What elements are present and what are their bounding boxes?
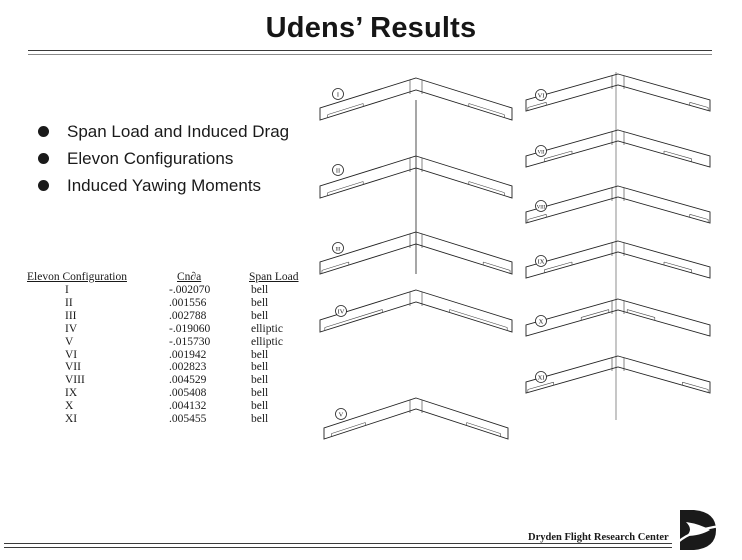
- bullet-text: Elevon Configurations: [67, 148, 234, 168]
- wing-outline: [320, 290, 512, 332]
- cell-cn: .002788: [169, 309, 207, 322]
- cell-cn: .001556: [169, 296, 207, 309]
- wing-outline: [526, 299, 710, 336]
- elevon-segment: [528, 102, 546, 107]
- wing-outline: [526, 130, 710, 167]
- elevon-segment: [328, 104, 364, 115]
- cell-cn: -.015730: [169, 335, 211, 348]
- cell-cn: -.019060: [169, 322, 211, 335]
- cell-cn: .005408: [169, 387, 207, 400]
- cell-config: VIII: [65, 374, 85, 387]
- cell-load: bell: [251, 361, 269, 374]
- cell-config: I: [65, 284, 69, 296]
- config-label-text: VII: [537, 150, 545, 156]
- cell-cn: .005455: [169, 413, 207, 426]
- cell-cn: -.002070: [169, 284, 211, 296]
- cell-config: X: [65, 400, 74, 413]
- wing-planform-8: [526, 186, 710, 223]
- cell-config: IV: [65, 322, 78, 335]
- cell-load: elliptic: [251, 335, 283, 348]
- slide-title: Udens’ Results: [265, 12, 477, 44]
- cell-load: bell: [251, 413, 269, 426]
- cell-load: elliptic: [251, 322, 283, 335]
- config-label-text: X: [538, 318, 544, 326]
- elevon-segment: [469, 182, 505, 193]
- wing-planform-5: [324, 398, 508, 439]
- cell-load: bell: [251, 387, 269, 400]
- wing-planform-11: [526, 356, 710, 393]
- wing-planform-9: [526, 241, 710, 278]
- cell-config: III: [65, 309, 77, 322]
- cell-config: II: [65, 296, 73, 309]
- cell-cn: .001942: [169, 348, 207, 361]
- config-label-text: IV: [337, 308, 345, 316]
- cell-cn: .002823: [169, 361, 207, 374]
- cell-cn: .004529: [169, 374, 207, 387]
- header-span-load: Span Load: [249, 271, 299, 283]
- cell-load: bell: [251, 309, 269, 322]
- cell-config: VII: [65, 361, 81, 374]
- cell-config: VI: [65, 348, 78, 361]
- cell-config: IX: [65, 387, 78, 400]
- header-cn-delta-a: Cn∂a: [177, 271, 202, 283]
- elevon-segment: [325, 310, 383, 328]
- wing-outline: [526, 241, 710, 278]
- cell-cn: .004132: [169, 400, 207, 413]
- cell-config: XI: [65, 413, 78, 426]
- cell-load: bell: [251, 296, 269, 309]
- footer-organization: Dryden Flight Research Center: [528, 532, 669, 543]
- elevon-segment: [450, 310, 508, 328]
- config-label-text: IX: [537, 258, 545, 266]
- config-label-text: V: [338, 411, 344, 419]
- config-label-text: VIII: [536, 205, 546, 211]
- cell-config: V: [65, 335, 74, 348]
- footer-rule-bottom: [4, 547, 672, 548]
- cell-load: bell: [251, 348, 269, 361]
- elevon-segment: [690, 102, 708, 107]
- config-label-text: VI: [537, 92, 545, 100]
- elevon-segment: [328, 182, 364, 193]
- wing-planform-10: [526, 299, 710, 336]
- bullet-text: Span Load and Induced Drag: [67, 121, 290, 141]
- header-elevon-configuration: Elevon Configuration: [27, 271, 127, 283]
- footer-rule-top: [4, 543, 672, 544]
- elevon-segment: [528, 214, 546, 219]
- cell-load: bell: [251, 284, 269, 296]
- wing-outline: [526, 186, 710, 223]
- wing-outline: [324, 398, 508, 439]
- elevon-segment: [690, 214, 708, 219]
- config-label-text: XI: [537, 374, 545, 382]
- wing-outline: [526, 74, 710, 111]
- wing-planform-6: [526, 74, 710, 111]
- dryden-logo-icon: [676, 506, 722, 552]
- wing-planform-7: [526, 130, 710, 167]
- cell-load: bell: [251, 400, 269, 413]
- cell-load: bell: [251, 374, 269, 387]
- wing-planform-4: [320, 290, 512, 332]
- elevon-segment: [469, 104, 505, 115]
- config-label-text: III: [335, 247, 341, 253]
- bullet-text: Induced Yawing Moments: [67, 175, 262, 195]
- wing-outline: [526, 356, 710, 393]
- config-label-text: II: [335, 167, 341, 175]
- config-label-text: I: [336, 91, 340, 99]
